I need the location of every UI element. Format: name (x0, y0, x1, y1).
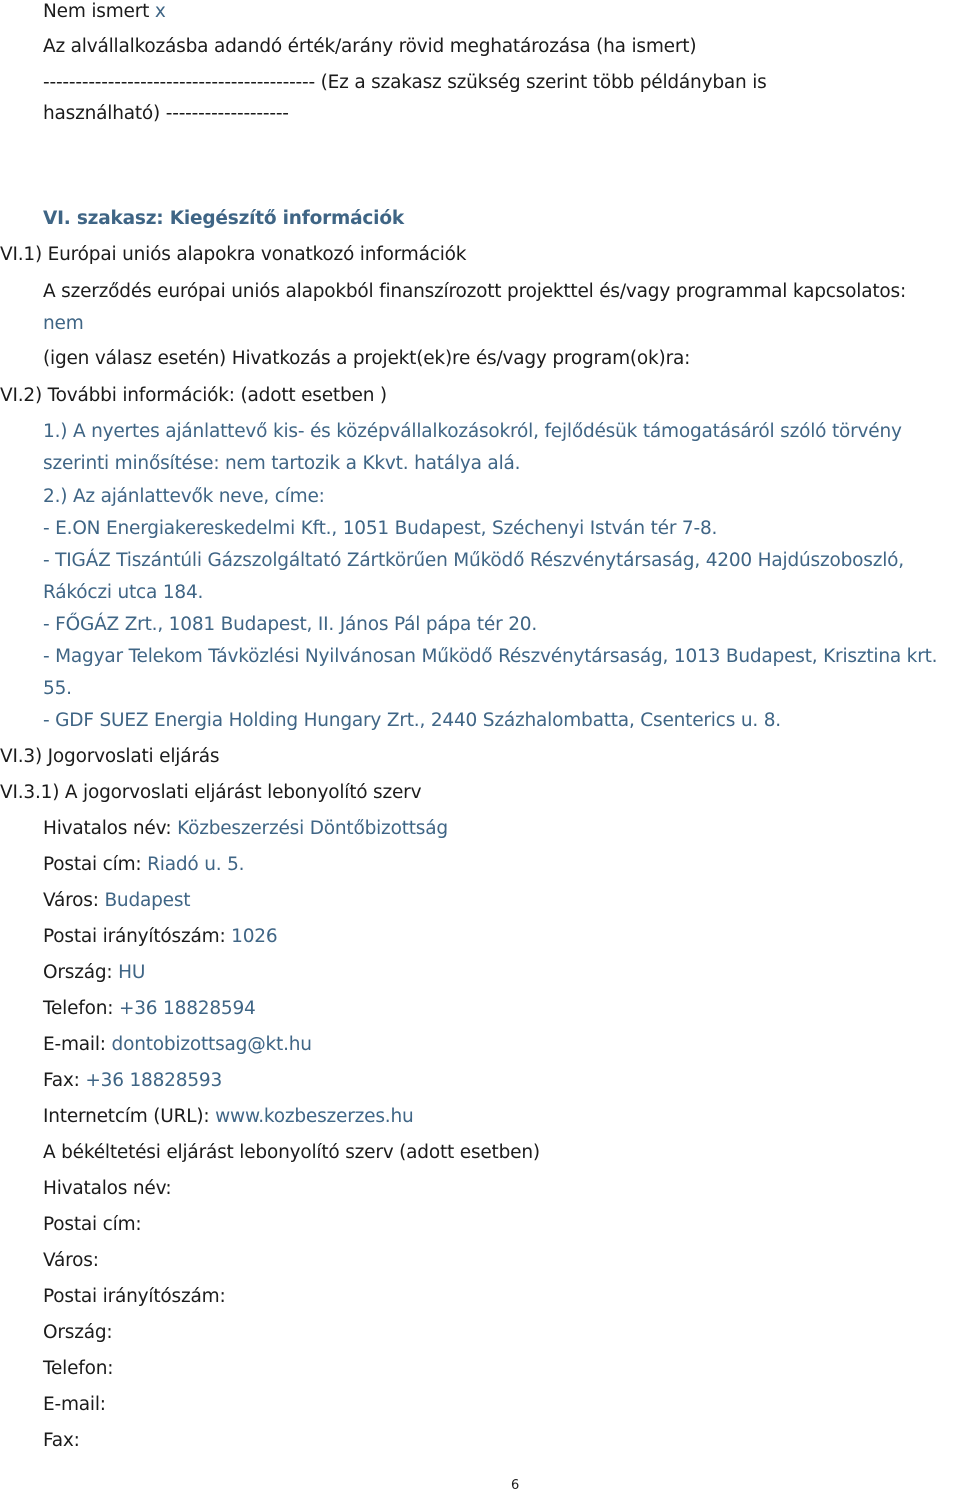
vi31-heading: VI.3.1) A jogorvoslati eljárást lebonyolító szerv (0, 782, 422, 803)
vi2-heading: VI.2) További információk: (adott esetben ) (0, 385, 387, 406)
field-value: HU (118, 962, 146, 983)
field-value: Budapest (104, 890, 191, 911)
mediation-fax: Fax: (43, 1430, 80, 1451)
field-value: Közbeszerzési Döntőbizottság (177, 818, 448, 839)
vi2-paragraph-1-cont: szerinti minősítése: nem tartozik a Kkvt. hatálya alá. (43, 453, 521, 474)
bidder-item-cont: 55. (43, 678, 72, 699)
review-postal-address (43, 853, 244, 877)
vi2-paragraph-2: 2.) Az ajánlattevők neve, címe: (43, 486, 325, 507)
field-label: Ország: (43, 962, 119, 983)
dashes-line-continued: használható) ------------------- (43, 103, 289, 124)
field-label: Város: (43, 890, 105, 911)
mediation-email: E-mail: (43, 1394, 106, 1415)
field-label: Internetcím (URL): (43, 1106, 216, 1127)
website-link[interactable]: www.kozbeszerzes.hu (215, 1106, 414, 1127)
review-email (43, 1033, 312, 1057)
vi1-answer: nem (43, 313, 84, 334)
mediation-postal-code: Postai irányítószám: (43, 1286, 226, 1307)
mediation-postal-address: Postai cím: (43, 1214, 142, 1235)
mediation-phone: Telefon: (43, 1358, 114, 1379)
vi3-heading: VI.3) Jogorvoslati eljárás (0, 746, 220, 767)
field-value: Riadó u. 5. (147, 854, 245, 875)
review-official-name (43, 817, 448, 841)
bidder-item: - Magyar Telekom Távközlési Nyilvánosan Működő Részvénytársaság, 1013 Budapest, Krisztina krt. (43, 646, 938, 667)
field-label: Postai cím: (43, 854, 148, 875)
mediation-country: Ország: (43, 1322, 113, 1343)
nem-ismert-line (43, 0, 166, 24)
review-phone (43, 997, 256, 1021)
vi1-heading: VI.1) Európai uniós alapokra vonatkozó információk (0, 244, 467, 265)
mediation-heading: A békéltetési eljárást lebonyolító szerv (adott esetben) (43, 1142, 540, 1163)
section-title: VI. szakasz: Kiegészítő információk (43, 208, 404, 229)
field-label: E-mail: (43, 1034, 112, 1055)
review-url (43, 1105, 414, 1129)
review-city (43, 889, 190, 913)
vi1-question: A szerződés európai uniós alapokból finanszírozott projekttel és/vagy programmal kapcsolatos: (43, 281, 907, 302)
bidder-item: - GDF SUEZ Energia Holding Hungary Zrt., 2440 Százhalombatta, Csenterics u. 8. (43, 710, 781, 731)
mediation-official-name: Hivatalos név: (43, 1178, 172, 1199)
review-country (43, 961, 145, 985)
bidder-item: - E.ON Energiakereskedelmi Kft., 1051 Budapest, Széchenyi István tér 7-8. (43, 518, 718, 539)
bidder-item: - TIGÁZ Tiszántúli Gázszolgáltató Zártkörűen Működő Részvénytársaság, 4200 Hajdúszoboszló, (43, 550, 904, 571)
field-value: +36 18828593 (85, 1070, 223, 1091)
review-postal-code (43, 925, 277, 949)
nem-ismert-label: Nem ismert (43, 1, 155, 22)
nem-ismert-value: x (154, 1, 166, 22)
field-value: +36 18828594 (118, 998, 256, 1019)
subcontract-line: Az alvállalkozásba adandó érték/arány rövid meghatározása (ha ismert) (43, 36, 697, 57)
field-label: Telefon: (43, 998, 119, 1019)
page-number: 6 (511, 1478, 520, 1493)
email-link[interactable]: dontobizottsag@kt.hu (111, 1034, 312, 1055)
dashes-line: ------------------------------------------ (Ez a szakasz szükség szerint több példányban is (43, 72, 767, 93)
field-label: Postai irányítószám: (43, 926, 232, 947)
review-fax (43, 1069, 222, 1093)
mediation-city: Város: (43, 1250, 99, 1271)
bidder-item: - FŐGÁZ Zrt., 1081 Budapest, II. János Pál pápa tér 20. (43, 614, 538, 635)
bidder-item-cont: Rákóczi utca 184. (43, 582, 204, 603)
vi1-reference: (igen válasz esetén) Hivatkozás a projekt(ek)re és/vagy program(ok)ra: (43, 348, 691, 369)
field-label: Fax: (43, 1070, 86, 1091)
field-value: 1026 (231, 926, 278, 947)
field-label: Hivatalos név: (43, 818, 178, 839)
vi2-paragraph-1: 1.) A nyertes ajánlattevő kis- és középvállalkozásokról, fejlődésük támogatásáról szóló törvény (43, 421, 902, 442)
